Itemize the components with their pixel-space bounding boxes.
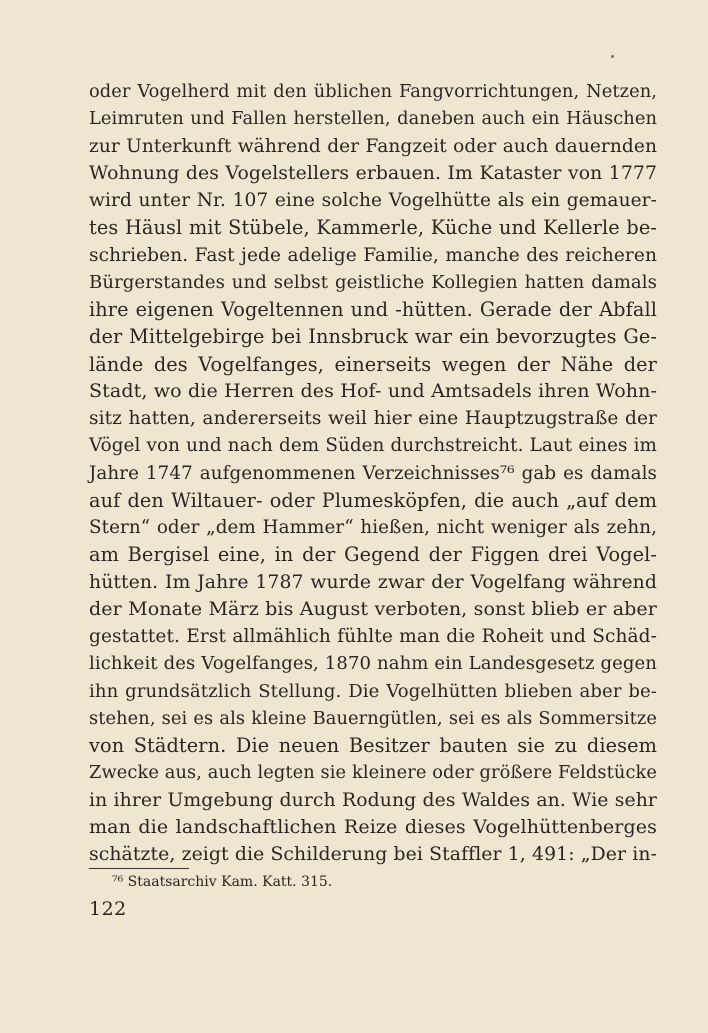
text-line: lichkeit des Vogelfanges, 1870 nahm ein Landesgesetz gegen bbox=[89, 653, 657, 675]
page-number: 122 bbox=[89, 898, 127, 920]
text-line: tes Häusl mit Stübele, Kammerle, Küche und Kellerle be- bbox=[89, 216, 657, 240]
text-line: man die landschaftlichen Reize dieses Vogelhüttenberges bbox=[89, 815, 657, 838]
paper-speck bbox=[611, 55, 614, 58]
text-line: Stadt, wo die Herren des Hof- und Amtsadels ihren Wohn- bbox=[89, 379, 657, 402]
text-line: Zwecke aus, auch legten sie kleinere oder größere Feldstücke bbox=[89, 762, 657, 784]
text-line: Stern“ oder „dem Hammer“ hießen, nicht weniger als zehn, bbox=[89, 517, 657, 538]
text-line: lände des Vogelfanges, einerseits wegen der Nähe der bbox=[89, 352, 657, 376]
text-line: schätzte, zeigt die Schilderung bei Staffler 1, 491: „Der in- bbox=[89, 844, 657, 865]
text-line: sitz hatten, andererseits weil hier eine Hauptzugstraße der bbox=[89, 408, 657, 429]
footnote-separator bbox=[89, 868, 189, 869]
text-line: am Bergisel eine, in der Gegend der Figgen drei Vogel- bbox=[89, 543, 657, 567]
text-line: in ihrer Umgebung durch Rodung des Waldes an. Wie sehr bbox=[89, 789, 657, 811]
text-line: oder Vogelherd mit den üblichen Fangvorrichtungen, Netzen, bbox=[89, 81, 657, 102]
text-line: ihn grundsätzlich Stellung. Die Vogelhütten blieben aber be- bbox=[89, 680, 657, 702]
text-line: gestattet. Erst allmählich fühlte man die Roheit und Schäd- bbox=[89, 626, 657, 647]
text-line: der Mittelgebirge bei Innsbruck war ein bevorzugtes Ge- bbox=[89, 325, 657, 349]
text-line: zur Unterkunft während der Fangzeit oder auch dauernden bbox=[89, 135, 657, 157]
text-line: stehen, sei es als kleine Bauerngütlen, sei es als Sommersitze bbox=[89, 707, 657, 729]
text-line: ihre eigenen Vogeltennen und -hütten. Gerade der Abfall bbox=[89, 298, 657, 321]
text-line: von Städtern. Die neuen Besitzer bauten sie zu diesem bbox=[89, 734, 657, 757]
text-line: Bürgerstandes und selbst geistliche Kollegien hatten damals bbox=[89, 271, 657, 293]
text-line: wird unter Nr. 107 eine solche Vogelhütte als ein gemauer- bbox=[89, 190, 657, 211]
main-paragraph bbox=[89, 78, 657, 868]
text-line: Wohnung des Vogelstellers erbauen. Im Kataster von 1777 bbox=[89, 162, 657, 184]
text-line: hütten. Im Jahre 1787 wurde zwar der Vogelfang während bbox=[89, 571, 657, 593]
text-line: der Monate März bis August verboten, sonst blieb er aber bbox=[89, 597, 657, 620]
text-line: Vögel von und nach dem Süden durchstreicht. Laut eines im bbox=[89, 435, 657, 457]
text-line: Jahre 1747 aufgenommenen Verzeichnisses⁷⁶ gab es damals bbox=[89, 462, 657, 484]
footnote: ⁷⁶ Staatsarchiv Kam. Katt. 315. bbox=[112, 874, 333, 890]
text-line: schrieben. Fast jede adelige Familie, manche des reicheren bbox=[89, 244, 657, 266]
text-line: auf den Wiltauer- oder Plumesköpfen, die auch „auf dem bbox=[89, 488, 657, 512]
text-line: Leimruten und Fallen herstellen, daneben auch ein Häuschen bbox=[89, 108, 657, 130]
